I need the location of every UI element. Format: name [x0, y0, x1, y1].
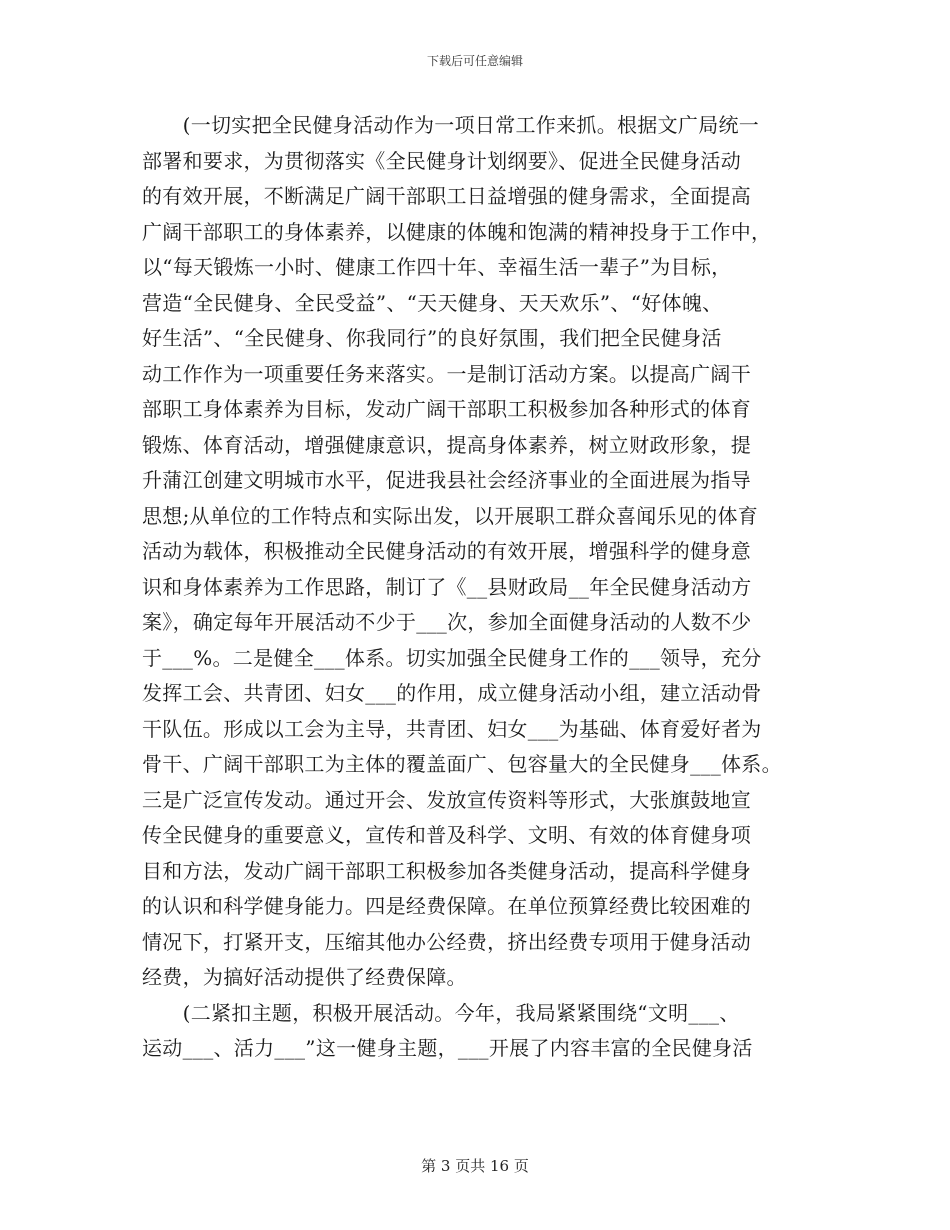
text-line: 锻炼、体育活动，增强健康意识，提高身体素养，树立财政形象，提 [142, 432, 751, 457]
text-line: 案》，确定每年开展活动不少于___次，参加全面健身活动的人数不少 [142, 610, 752, 634]
text-line: 运动___、活力___”这一健身主题，___开展了内容丰富的全民健身活 [142, 1036, 753, 1060]
text-line: 动工作作为一项重要任务来落实。一是制订活动方案。以提高广阔干 [142, 361, 751, 386]
text-line: (一切实把全民健身活动作为一项日常工作来抓。根据文广局统一 [142, 113, 760, 137]
text-line: 的有效开展，不断满足广阔干部职工日益增强的健身需求，全面提高 [142, 184, 751, 208]
text-line: 发挥工会、共青团、妇女___的作用，成立健身活动小组，建立活动骨 [142, 681, 762, 705]
text-line: 活动为载体，积极推动全民健身活动的有效开展，增强科学的健身意 [142, 539, 751, 563]
text-line: 部职工身体素养为目标，发动广阔干部职工积极参加各种形式的体育 [142, 397, 751, 421]
text-line: 三是广泛宣传发动。通过开会、发放宣传资料等形式，大张旗鼓地宣 [142, 787, 751, 812]
text-line: 目和方法，发动广阔干部职工积极参加各类健身活动，提高科学健身 [142, 858, 751, 883]
text-line: 经费，为搞好活动提供了经费保障。 [142, 965, 467, 989]
page-header: 下载后可任意编辑 [426, 54, 523, 68]
text-line: 部署和要求，为贯彻落实《全民健身计划纲要》、促进全民健身活动 [142, 148, 741, 173]
text-line: 思想;从单位的工作特点和实际出发，以开展职工群众喜闻乐见的体育 [142, 503, 759, 528]
text-line: 好生活”、“全民健身、你我同行”的良好氛围，我们把全民健身活 [142, 326, 722, 350]
text-line: 情况下，打紧开支，压缩其他办公经费，挤出经费专项用于健身活动 [142, 929, 751, 954]
text-line: 升蒲江创建文明城市水平，促进我县社会经济事业的全面进展为指导 [142, 468, 751, 492]
text-line: 识和身体素养为工作思路，制订了《__县财政局__年全民健身活动方 [142, 574, 752, 599]
page-footer: 第 3 页共 16 页 [421, 1157, 529, 1175]
text-line: 于___%。二是健全___体系。切实加强全民健身工作的___领导，充分 [142, 645, 762, 670]
text-line: 传全民健身的重要意义，宣传和普及科学、文明、有效的体育健身项 [142, 823, 751, 847]
text-line: (二紧扣主题，积极开展活动。今年，我局紧紧围绕“文明___、 [142, 1000, 740, 1025]
text-line: 干队伍。形成以工会为主导，共青团、妇女___为基础、体育爱好者为 [142, 716, 762, 741]
text-line: 广阔干部职工的身体素养，以健康的体魄和饱满的精神投身于工作中， [142, 219, 772, 244]
text-line: 营造“全民健身、全民受益”、“天天健身、天天欢乐”、“好体魄、 [142, 290, 723, 315]
document-body [142, 108, 822, 1067]
text-line: 以“每天锻炼一小时、健康工作四十年、幸福生活一辈子”为目标， [142, 255, 732, 279]
text-line: 骨干、广阔干部职工为主体的覆盖面广、包容量大的全民健身___体系。 [142, 752, 782, 776]
text-line: 的认识和科学健身能力。四是经费保障。在单位预算经费比较困难的 [142, 894, 751, 918]
